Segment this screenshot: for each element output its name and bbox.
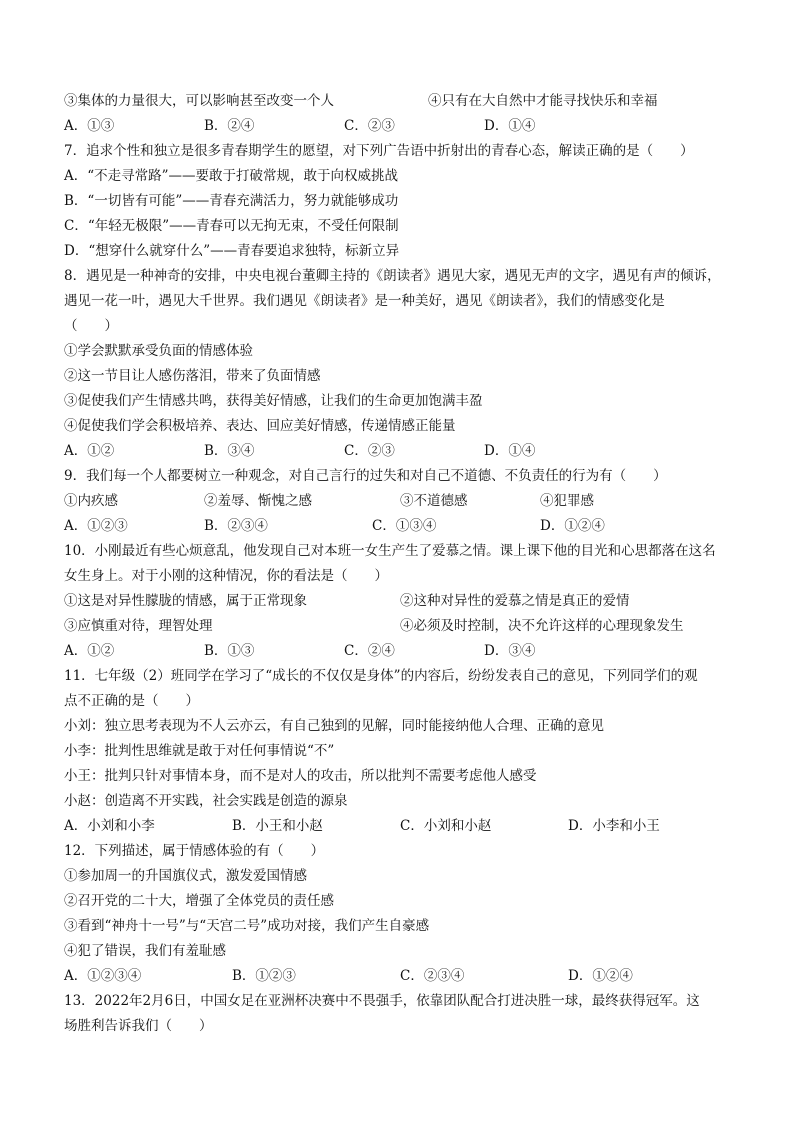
q8-choice-a: A．①② (64, 443, 115, 459)
q6-choice-a: A．①③ (64, 118, 115, 134)
q13-stem-line-2: 场胜利告诉我们（ ） (64, 1018, 213, 1034)
q11-choice-d: D．小李和小王 (568, 818, 660, 834)
q11-stem-line-1: 11．七年级（2）班同学在学习了“成长的不仅仅是身体”的内容后，纷纷发表自己的意见，下列同学们的观 (64, 668, 698, 684)
q8-stem-line-2: 遇见一花一叶，遇见大千世界。我们遇见《朗读者》是一种美好，遇见《朗读者》，我们的情感变化是 (64, 293, 665, 309)
q11-statement-wang: 小王：批判只针对事情本身，而不是对人的攻击，所以批判不需要考虑他人感受 (64, 768, 537, 784)
q12-option-3: ③看到“神舟十一号”与“天宫二号”成功对接，我们产生自豪感 (64, 918, 430, 934)
q12-choice-c: C．②③④ (400, 968, 465, 984)
q10-stem-line-1: 10．小刚最近有些心烦意乱，他发现自己对本班一女生产生了爱慕之情。课上课下他的目光和心思都落在这名 (64, 543, 716, 559)
q10-choice-b: B．①③ (204, 643, 255, 659)
q12-stem: 12．下列描述，属于情感体验的有（ ） (64, 843, 325, 859)
q6-choice-b: B．②④ (204, 118, 255, 134)
q10-option-1: ①这是对异性朦胧的情感，属于正常现象 (64, 593, 307, 609)
q9-option-4: ④犯罪感 (540, 493, 594, 509)
q6-choice-d: D．①④ (484, 118, 536, 134)
q8-option-4: ④促使我们学会积极培养、表达、回应美好情感，传递情感正能量 (64, 418, 456, 434)
q10-option-4: ④必须及时控制，决不允许这样的心理现象发生 (400, 618, 684, 634)
q10-stem-line-2: 女生身上。对于小刚的这种情况，你的看法是（ ） (64, 568, 388, 584)
q12-option-2: ②召开党的二十大，增强了全体党员的责任感 (64, 893, 334, 909)
q7-option-a: A．“不走寻常路”——要敢于打破常规，敢于向权威挑战 (64, 168, 399, 184)
q8-choice-b: B．③④ (204, 443, 255, 459)
q7-option-b: B．“一切皆有可能”——青春充满活力，努力就能够成功 (64, 193, 399, 209)
q7-option-d: D．“想穿什么就穿什么”——青春要追求独特，标新立异 (64, 243, 400, 259)
q8-option-2: ②这一节目让人感伤落泪，带来了负面情感 (64, 368, 321, 384)
q12-choice-a: A．①②③④ (64, 968, 142, 984)
q7-stem: 7．追求个性和独立是很多青春期学生的愿望，对下列广告语中折射出的青春心态，解读正确的是（ ） (64, 143, 694, 159)
q12-option-4: ④犯了错误，我们有羞耻感 (64, 943, 226, 959)
q10-choice-a: A．①② (64, 643, 115, 659)
q8-stem-line-3: （ ） (64, 318, 118, 334)
q11-statement-zhao: 小赵：创造离不开实践，社会实践是创造的源泉 (64, 793, 348, 809)
q10-option-2: ②这种对异性的爱慕之情是真正的爱情 (400, 593, 630, 609)
q6-option-4: ④只有在大自然中才能寻找快乐和幸福 (428, 93, 658, 109)
q8-choice-d: D．①④ (484, 443, 536, 459)
q10-choice-d: D．③④ (484, 643, 536, 659)
q11-choice-b: B．小王和小赵 (232, 818, 323, 834)
q12-choice-d: D．①②④ (568, 968, 633, 984)
q9-choice-b: B．②③④ (204, 518, 268, 534)
q6-choice-c: C．②③ (344, 118, 395, 134)
q10-option-3: ③应慎重对待，理智处理 (64, 618, 213, 634)
q9-option-3: ③不道德感 (400, 493, 468, 509)
q12-choice-b: B．①②③ (232, 968, 296, 984)
q10-choice-c: C．②④ (344, 643, 395, 659)
q9-option-2: ②羞辱、惭愧之感 (204, 493, 312, 509)
q9-choice-d: D．①②④ (540, 518, 605, 534)
q9-stem: 9．我们每一个人都要树立一种观念，对自己言行的过失和对自己不道德、不负责任的行为有（ ） (64, 468, 667, 484)
q13-stem-line-1: 13．2022年2月6日，中国女足在亚洲杯决赛中不畏强手，依靠团队配合打进决胜一球，最终获得冠军。这 (64, 993, 700, 1009)
q12-option-1: ①参加周一的升国旗仪式，激发爱国情感 (64, 868, 307, 884)
q8-option-3: ③促使我们产生情感共鸣，获得美好情感，让我们的生命更加饱满丰盈 (64, 393, 483, 409)
q8-choice-c: C．②③ (344, 443, 395, 459)
q11-statement-liu: 小刘：独立思考表现为不人云亦云，有自己独到的见解，同时能接纳他人合理、正确的意见 (64, 718, 604, 734)
q7-option-c: C．“年轻无极限”——青春可以无拘无束，不受任何限制 (64, 218, 399, 234)
q11-choice-c: C．小刘和小赵 (400, 818, 492, 834)
q9-option-1: ①内疚感 (64, 493, 118, 509)
q9-choice-c: C．①③④ (372, 518, 437, 534)
q8-stem-line-1: 8．遇见是一种神奇的安排，中央电视台董卿主持的《朗读者》遇见大家，遇见无声的文字，遇见有声的倾诉， (64, 268, 721, 284)
q11-choice-a: A．小刘和小李 (64, 818, 155, 834)
q9-choice-a: A．①②③ (64, 518, 128, 534)
q8-option-1: ①学会默默承受负面的情感体验 (64, 343, 253, 359)
q11-stem-line-2: 点不正确的是（ ） (64, 693, 199, 709)
q11-statement-li: 小李：批判性思维就是敢于对任何事情说“不” (64, 743, 335, 759)
q6-option-3: ③集体的力量很大，可以影响甚至改变一个人 (64, 93, 334, 109)
